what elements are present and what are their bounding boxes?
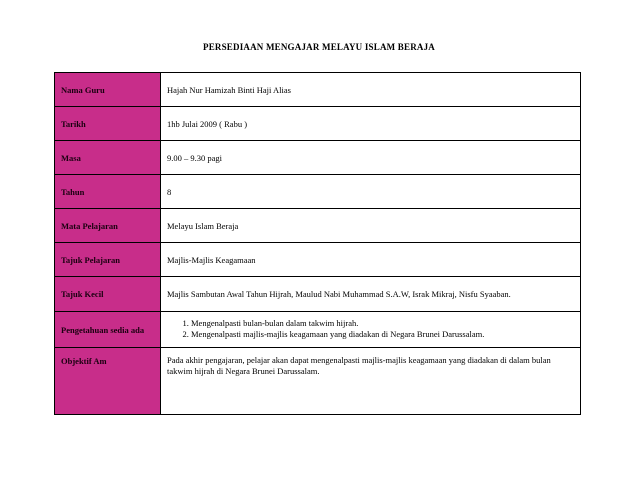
label-tahun: Tahun: [55, 175, 161, 209]
table-row: [55, 141, 581, 175]
value-tajuk-kecil: Majlis Sambutan Awal Tahun Hijrah, Maulud Nabi Muhammad S.A.W, Israk Mikraj, Nisfu Syaaban.: [161, 277, 581, 312]
pengetahuan-list: [167, 318, 574, 340]
value-nama-guru: Hajah Nur Hamizah Binti Haji Alias: [161, 73, 581, 107]
value-objektif-am: [161, 348, 581, 415]
table-row: [55, 107, 581, 141]
list-item: 2. Mengenalpasti majlis-majlis keagamaan yang diadakan di Negara Brunei Darussalam.: [191, 329, 574, 340]
document-title: PERSEDIAAN MENGAJAR MELAYU ISLAM BERAJA: [203, 42, 435, 52]
list-item: 1. Mengenalpasti bulan-bulan dalam takwim hijrah.: [191, 318, 574, 329]
label-tajuk-kecil: Tajuk Kecil: [55, 277, 161, 312]
label-mata-pelajaran: Mata Pelajaran: [55, 209, 161, 243]
table-row: [55, 73, 581, 107]
value-tarikh: 1hb Julai 2009 ( Rabu ): [161, 107, 581, 141]
label-tarikh: Tarikh: [55, 107, 161, 141]
value-tahun: 8: [161, 175, 581, 209]
lesson-plan-table: [54, 72, 581, 415]
table-row: [55, 348, 581, 415]
value-mata-pelajaran: Melayu Islam Beraja: [161, 209, 581, 243]
value-tajuk-pelajaran: Majlis-Majlis Keagamaan: [161, 243, 581, 277]
value-pengetahuan: [161, 312, 581, 348]
table-row: [55, 312, 581, 348]
objektif-am-text: Pada akhir pengajaran, pelajar akan dapat mengenalpasti majlis-majlis keagamaan yang diadakan di dalam bulan takwim hijrah di Negara Brunei Darussalam.: [167, 355, 551, 376]
label-tajuk-pelajaran: Tajuk Pelajaran: [55, 243, 161, 277]
label-nama-guru: Nama Guru: [55, 73, 161, 107]
table-row: [55, 175, 581, 209]
value-masa: 9.00 – 9.30 pagi: [161, 141, 581, 175]
table-row: [55, 243, 581, 277]
table-row: [55, 209, 581, 243]
table-row: [55, 277, 581, 312]
label-masa: Masa: [55, 141, 161, 175]
label-objektif-am: Objektif Am: [55, 348, 161, 415]
label-pengetahuan: Pengetahuan sedia ada: [55, 312, 161, 348]
